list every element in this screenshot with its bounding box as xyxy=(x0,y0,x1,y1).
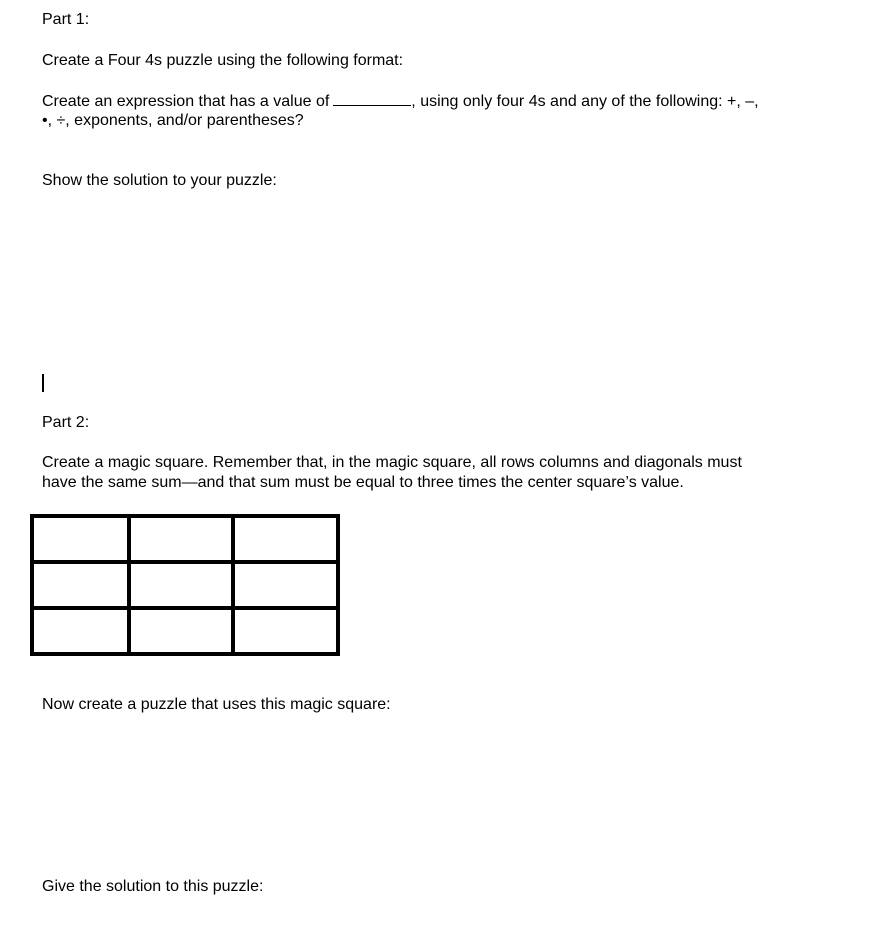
magic-square-cell[interactable] xyxy=(233,562,338,608)
part2-puzzle-prompt: Now create a puzzle that uses this magic square: xyxy=(42,696,391,713)
part1-prompt-line2: •, ÷, exponents, and/or parentheses? xyxy=(42,112,304,129)
magic-square-cell[interactable] xyxy=(32,516,129,562)
part2-instruction-line2: have the same sum—and that sum must be equal to three times the center square’s value. xyxy=(42,474,684,491)
magic-square-cell[interactable] xyxy=(32,608,129,654)
part2-instruction-line1: Create a magic square. Remember that, in the magic square, all rows columns and diagonals must xyxy=(42,454,742,471)
magic-square-cell[interactable] xyxy=(32,562,129,608)
magic-square-row xyxy=(32,608,338,654)
part1-instruction: Create a Four 4s puzzle using the following format: xyxy=(42,52,404,69)
magic-square-cell[interactable] xyxy=(233,516,338,562)
magic-square-row xyxy=(32,562,338,608)
part1-solution-label: Show the solution to your puzzle: xyxy=(42,172,277,189)
magic-square-cell[interactable] xyxy=(129,608,233,654)
prompt-start: Create an expression that has a value of xyxy=(42,93,330,110)
part1-heading: Part 1: xyxy=(42,11,90,28)
prompt-after-blank: , using only four 4s and any of the following: +, –, xyxy=(411,93,759,110)
text-cursor[interactable] xyxy=(42,374,44,392)
value-blank[interactable] xyxy=(333,91,411,106)
magic-square-cell[interactable] xyxy=(129,516,233,562)
magic-square-cell[interactable] xyxy=(129,562,233,608)
part2-heading: Part 2: xyxy=(42,414,90,431)
part2-solution-prompt: Give the solution to this puzzle: xyxy=(42,878,264,895)
magic-square-grid xyxy=(30,514,340,656)
part1-prompt-line1 xyxy=(42,91,759,112)
magic-square-row xyxy=(32,516,338,562)
magic-square-cell[interactable] xyxy=(233,608,338,654)
